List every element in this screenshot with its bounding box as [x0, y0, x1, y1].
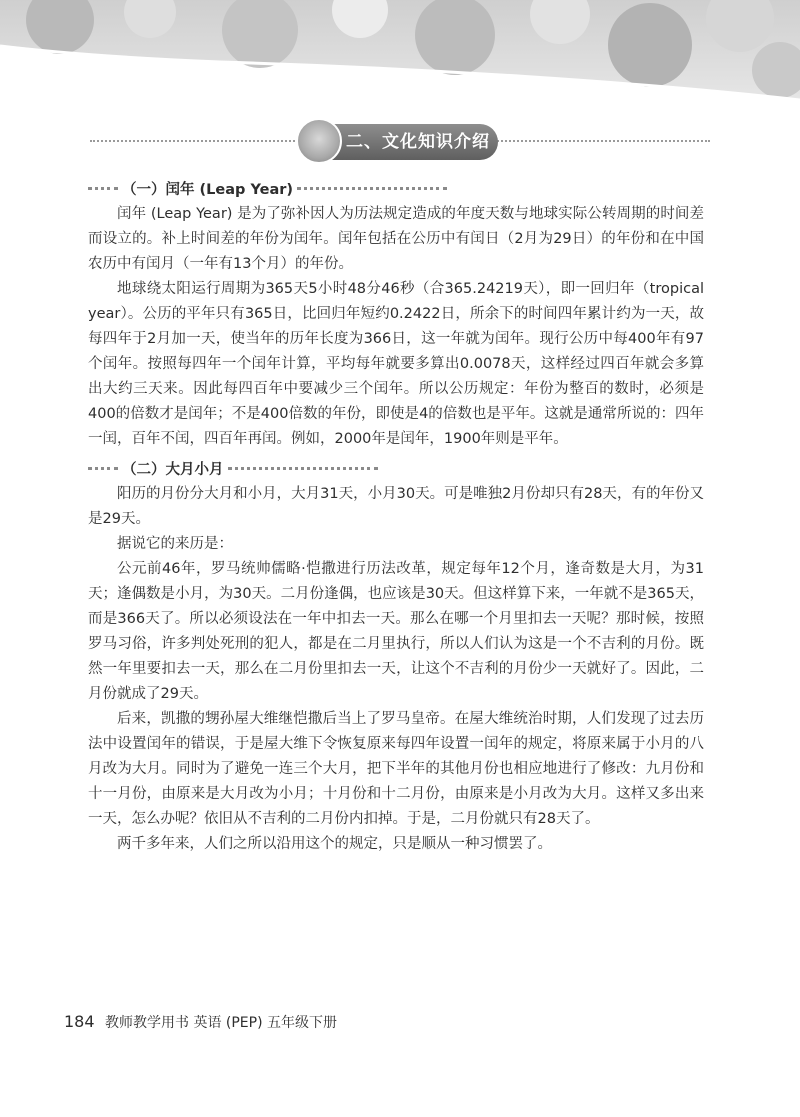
page-footer: [64, 1012, 337, 1032]
subheading-leap-year: [88, 174, 704, 202]
floral-banner: [0, 0, 800, 100]
paragraph: 地球绕太阳运行周期为365天5小时48分46秒（合365.24219天），即一回归年（tropical year）。公历的平年只有365日，比回归年短约0.2422日，所余下的时间四年累计约为一天，故每四年于2月加一天，使当年的历年长度为366日，这一年就为闰年。现行公历中每400年有97个闰年。按照每四年一个闰年计算，平均每年就要多算出0.0078天，这样经过四百年就会多算出大约三天来。因此每四百年中要减少三个闰年。所以公历规定：年份为整百的数时，必须是400的倍数才是闰年；不是400倍数的年份，即使是4的倍数也是平年。这就是通常所说的：四年一闰，百年不闰，四百年再闰。例如，2000年是闰年，1900年则是平年。: [88, 281, 704, 447]
paragraph: 闰年 (Leap Year) 是为了弥补因人为历法规定造成的年度天数与地球实际公转周期的时间差而设立的。补上时间差的年份为闰年。闰年包括在公历中有闰日（2月为29日）的年份和在中国农历中有闰月（一年有13个月）的年份。: [88, 206, 704, 272]
paragraph: 据说它的来历是：: [117, 536, 233, 552]
section-header: [90, 118, 710, 168]
subheading-big-small-month: [88, 454, 704, 482]
paragraph: 阳历的月份分大月和小月，大月31天，小月30天。可是唯独2月份却只有28天，有的年份又是29天。: [88, 486, 704, 527]
subheading-text: （一）闰年 (Leap Year): [122, 181, 294, 198]
dotted-ornament: [228, 467, 378, 470]
section-title: 二、文化知识介绍: [346, 132, 490, 152]
dotted-ornament: [88, 187, 118, 190]
paragraph: 后来，凯撒的甥孙屋大维继恺撒后当上了罗马皇帝。在屋大维统治时期，人们发现了过去历法中设置闰年的错误，于是屋大维下令恢复原来每四年设置一闰年的规定，将原来属于小月的八月改为大月。同时为了避免一连三个大月，把下半年的其他月份也相应地进行了修改：九月份和十一月份，由原来是大月改为小月；十月份和十二月份，由原来是小月改为大月。这样又多出来一天，怎么办呢？依旧从不吉利的二月份内扣掉。于是，二月份就只有28天了。: [88, 711, 704, 827]
paragraph: 两千多年来，人们之所以沿用这个的规定，只是顺从一种习惯罢了。: [117, 836, 552, 852]
dotted-ornament: [297, 187, 447, 190]
paragraph: 公元前46年，罗马统帅儒略·恺撒进行历法改革，规定每年12个月，逢奇数是大月，为31天；逢偶数是小月，为30天。二月份逢偶，也应该是30天。但这样算下来，一年就不是365天，而是366天了。所以必须设法在一年中扣去一天。那么在哪一个月里扣去一天呢？那时候，按照罗马习俗，许多判处死刑的犯人，都是在二月里执行，所以人们认为这是一个不吉利的月份。既然一年里要扣去一天，那么在二月份里扣去一天，让这个不吉利的月份少一天就好了。因此，二月份就成了29天。: [88, 561, 704, 702]
book-title: 教师教学用书 英语 (PEP) 五年级下册: [105, 1015, 338, 1031]
page-number: 184: [64, 1012, 95, 1031]
dotted-ornament: [88, 467, 118, 470]
subheading-text: （二）大月小月: [122, 461, 224, 478]
page-content: [88, 172, 704, 857]
flower-emblem-icon: [296, 118, 342, 164]
